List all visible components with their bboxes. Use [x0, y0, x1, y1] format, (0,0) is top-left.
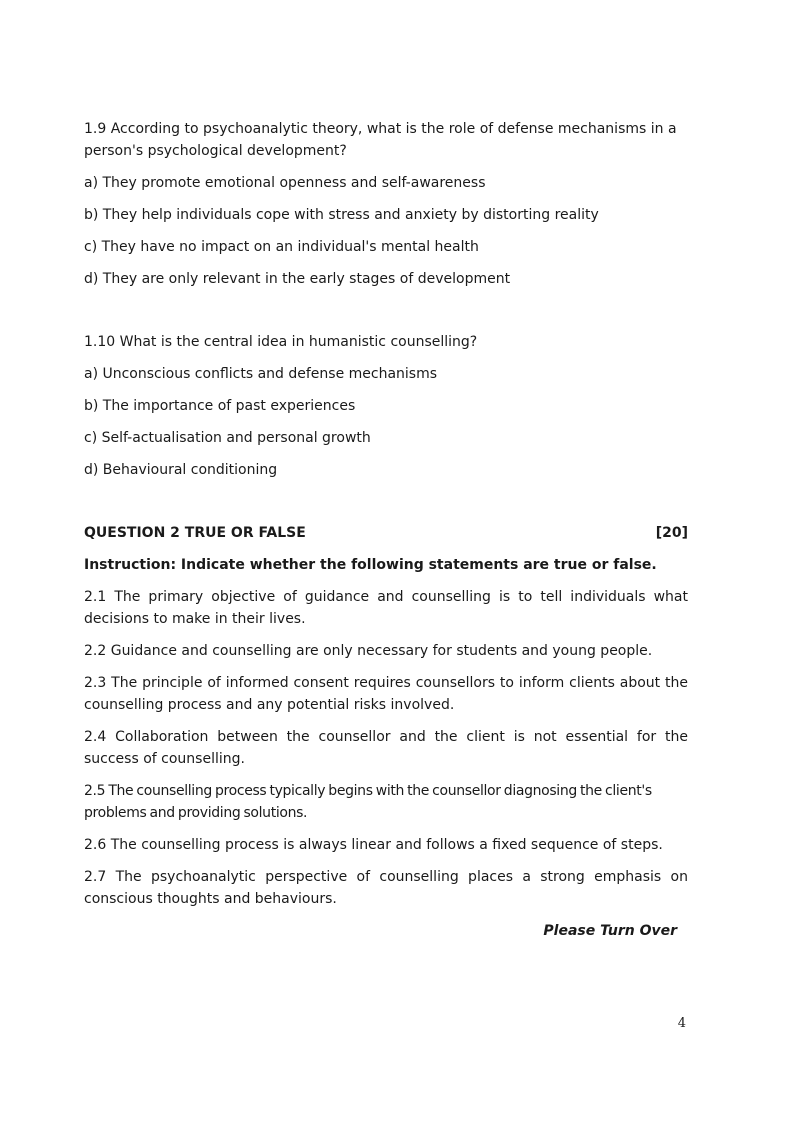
option-b: b) They help individuals cope with stress and anxiety by distorting reality [84, 207, 599, 223]
option-b: b) The importance of past experiences [84, 398, 356, 414]
statement-2-5: 2.5 The counselling process typically begins with the counsellor diagnosing the client's problems and providing solutions. [84, 783, 652, 821]
section-heading [84, 522, 688, 544]
statement-2-7: 2.7 The psychoanalytic perspective of counselling places a strong emphasis on conscious thoughts and behaviours. [84, 869, 688, 907]
option-a: a) They promote emotional openness and self-awareness [84, 175, 486, 191]
option-d: d) They are only relevant in the early stages of development [84, 271, 511, 287]
spacer [84, 491, 688, 522]
question-1-10 [84, 331, 688, 481]
section-marks: [20] [655, 525, 688, 541]
section-title: QUESTION 2 TRUE OR FALSE [84, 525, 306, 541]
option-a: a) Unconscious conflicts and defense mechanisms [84, 366, 438, 382]
please-turn-over: Please Turn Over [543, 923, 677, 939]
question-1-9 [84, 118, 688, 290]
option-c: c) Self-actualisation and personal growth [84, 430, 371, 446]
page-number: 4 [677, 1016, 686, 1031]
statement-2-2: 2.2 Guidance and counselling are only necessary for students and young people. [84, 643, 653, 659]
instruction-text: Instruction: Indicate whether the following statements are true or false. [84, 557, 657, 573]
option-d: d) Behavioural conditioning [84, 462, 278, 478]
statement-2-3: 2.3 The principle of informed consent requires counsellors to inform clients about the counselling process and any potential risks involved. [84, 675, 688, 713]
page-content [84, 118, 688, 952]
option-c: c) They have no impact on an individual's mental health [84, 239, 479, 255]
question-2-section [84, 522, 688, 910]
statement-2-1: 2.1 The primary objective of guidance and counselling is to tell individuals what decisions to make in their lives. [84, 589, 688, 627]
question-stem: 1.9 According to psychoanalytic theory, what is the role of defense mechanisms in a person's psychological development? [84, 121, 677, 159]
statement-2-6: 2.6 The counselling process is always linear and follows a fixed sequence of steps. [84, 837, 663, 853]
question-stem: 1.10 What is the central idea in humanistic counselling? [84, 334, 478, 350]
spacer [84, 300, 688, 331]
statement-2-4: 2.4 Collaboration between the counsellor and the client is not essential for the success of counselling. [84, 729, 688, 767]
